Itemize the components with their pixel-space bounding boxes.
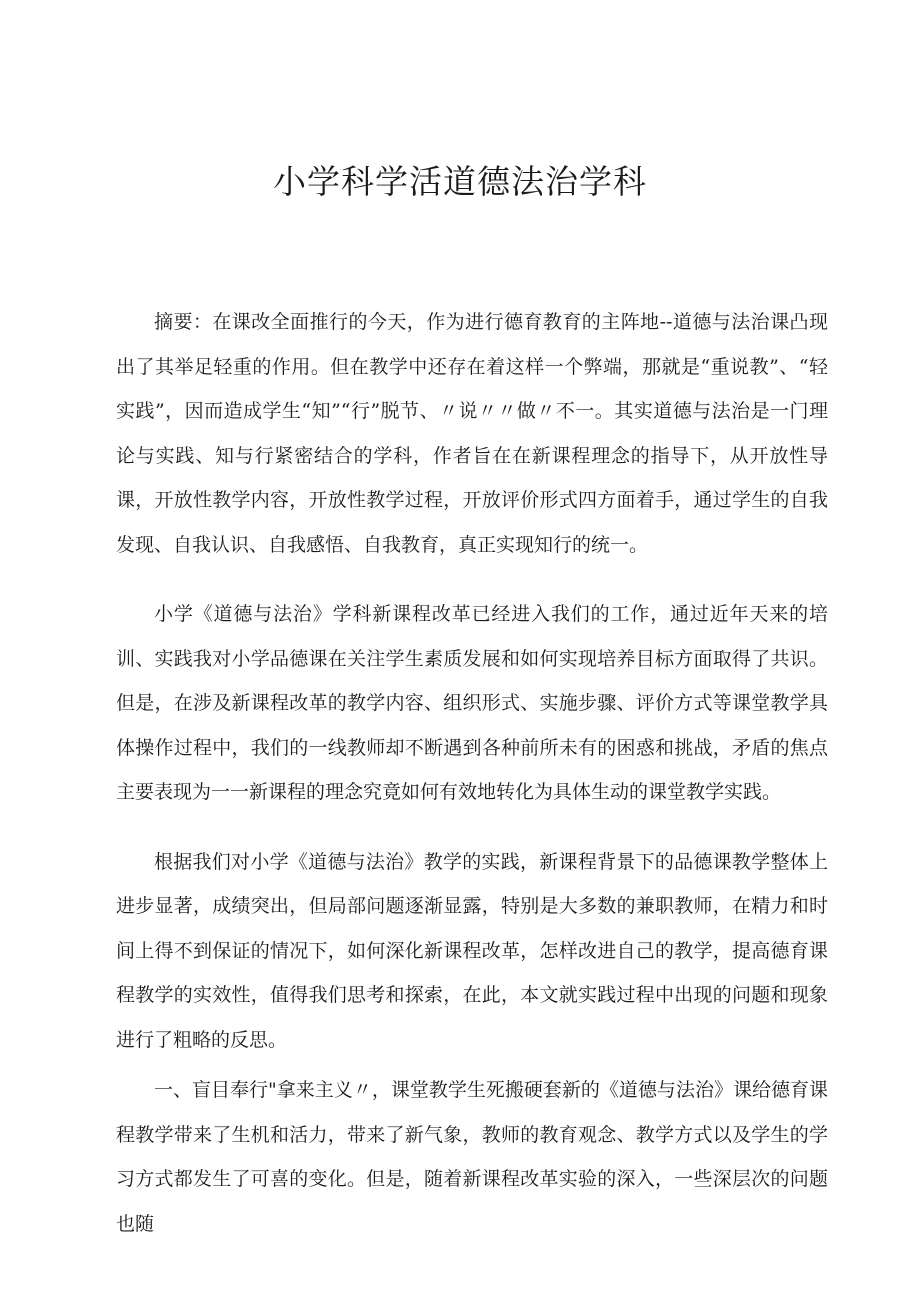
body-paragraph: 根据我们对小学《道德与法治》教学的实践，新课程背景下的品德课教学整体上进步显著，成绩突出，但局部问题逐渐显露，特别是大多数的兼职教师，在精力和时间上得不到保证的情况下，如何深化新课程改革，怎样改进自己的教学，提高德育课程教学的实效性，值得我们思考和探索，在此，本文就实践过程中出现的问题和现象进行了粗略的反思。 — [116, 850, 828, 1051]
abstract-paragraph: 摘要：在课改全面推行的今天，作为进行德育教育的主阵地--道德与法治课凸现出了其举足轻重的作用。但在教学中还存在着这样一个弊端，那就是“重说教”、“轻实践”，因而造成学生“知”“行”脱节、〃说〃〃做〃不一。其实道德与法治是一门理论与实践、知与行紧密结合的学科，作者旨在在新课程理念的指导下，从开放性导课，开放性教学内容，开放性教学过程，开放评价形式四方面着手，通过学生的自我发现、自我认识、自我感悟、自我教育，真正实现知行的统一。 — [116, 311, 828, 556]
section-paragraph: 一、盲目奉行"拿来主义〃，课堂教学生死搬硬套新的《道德与法治》课给德育课程教学带来了生机和活力，带来了新气象，教师的教育观念、教学方式以及学生的学习方式都发生了可喜的变化。但是，随着新课程改革实验的深入，一些深层次的问题也随 — [116, 1079, 828, 1235]
body-paragraph: 小学《道德与法治》学科新课程改革已经进入我们的工作，通过近年天来的培训、实践我对小学品德课在关注学生素质发展和如何实现培养目标方面取得了共识。但是，在涉及新课程改革的教学内容、组织形式、实施步骤、评价方式等课堂教学具体操作过程中，我们的一线教师却不断遇到各种前所未有的困惑和挑战，矛盾的焦点主要表现为一一新课程的理念究竟如何有效地转化为具体生动的课堂教学实践。 — [116, 603, 828, 803]
document-title: 小学科学活道德法治学科 — [273, 162, 647, 201]
document-body — [116, 300, 828, 1246]
